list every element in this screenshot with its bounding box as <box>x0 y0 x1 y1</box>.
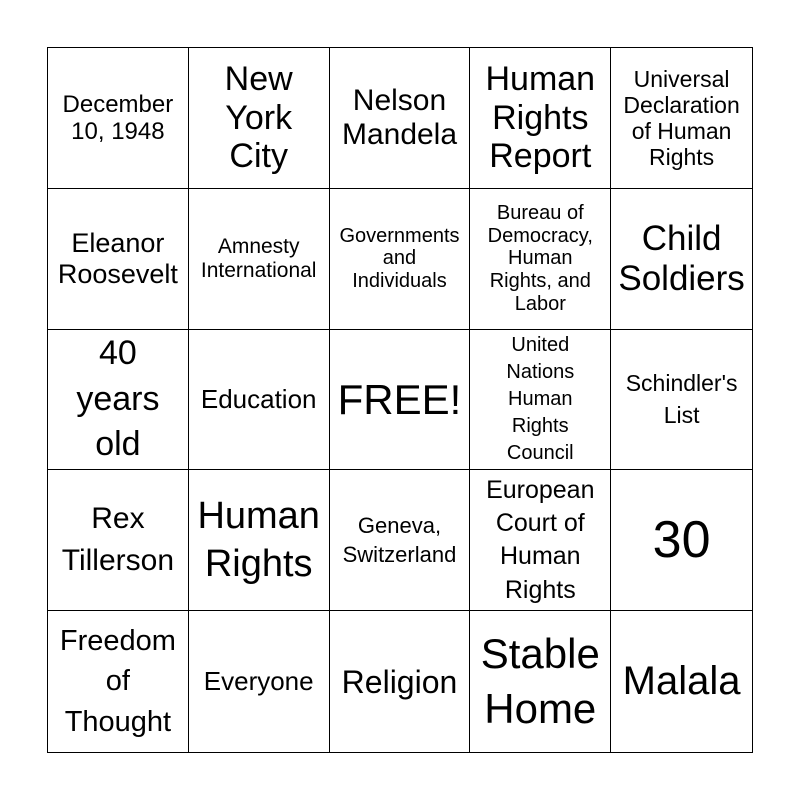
bingo-cell[interactable]: Universal Declaration of Human Rights <box>611 48 752 189</box>
bingo-cell[interactable]: Rex Tillerson <box>48 470 189 611</box>
bingo-cell[interactable]: Child Soldiers <box>611 189 752 330</box>
bingo-cell[interactable]: Education <box>189 330 330 471</box>
bingo-cell[interactable]: Religion <box>330 611 471 752</box>
bingo-cell[interactable]: December 10, 1948 <box>48 48 189 189</box>
bingo-cell[interactable]: 30 <box>611 470 752 611</box>
bingo-cell[interactable]: 40 years old <box>48 330 189 471</box>
bingo-cell[interactable]: Governments and Individuals <box>330 189 471 330</box>
free-space-cell[interactable]: FREE! <box>330 330 471 471</box>
bingo-cell[interactable]: Freedom of Thought <box>48 611 189 752</box>
bingo-cell[interactable]: Human Rights <box>189 470 330 611</box>
bingo-cell[interactable]: Bureau of Democracy, Human Rights, and Labor <box>470 189 611 330</box>
bingo-cell[interactable]: Nelson Mandela <box>330 48 471 189</box>
bingo-cell[interactable]: Amnesty International <box>189 189 330 330</box>
bingo-cell[interactable]: United Nations Human Rights Council <box>470 330 611 471</box>
bingo-cell[interactable]: Malala <box>622 659 741 703</box>
bingo-cell[interactable]: Human Rights Report <box>470 48 611 189</box>
bingo-cell[interactable]: New York City <box>189 48 330 189</box>
bingo-cell[interactable]: European Court of Human Rights <box>470 470 611 611</box>
bingo-cell[interactable]: Schindler's List <box>611 330 752 471</box>
bingo-cell[interactable]: Everyone <box>189 611 330 752</box>
bingo-cell[interactable]: Geneva, Switzerland <box>330 470 471 611</box>
bingo-cell[interactable]: Eleanor Roosevelt <box>48 189 189 330</box>
bingo-card <box>47 47 753 753</box>
bingo-cell[interactable]: Stable Home <box>470 611 611 752</box>
